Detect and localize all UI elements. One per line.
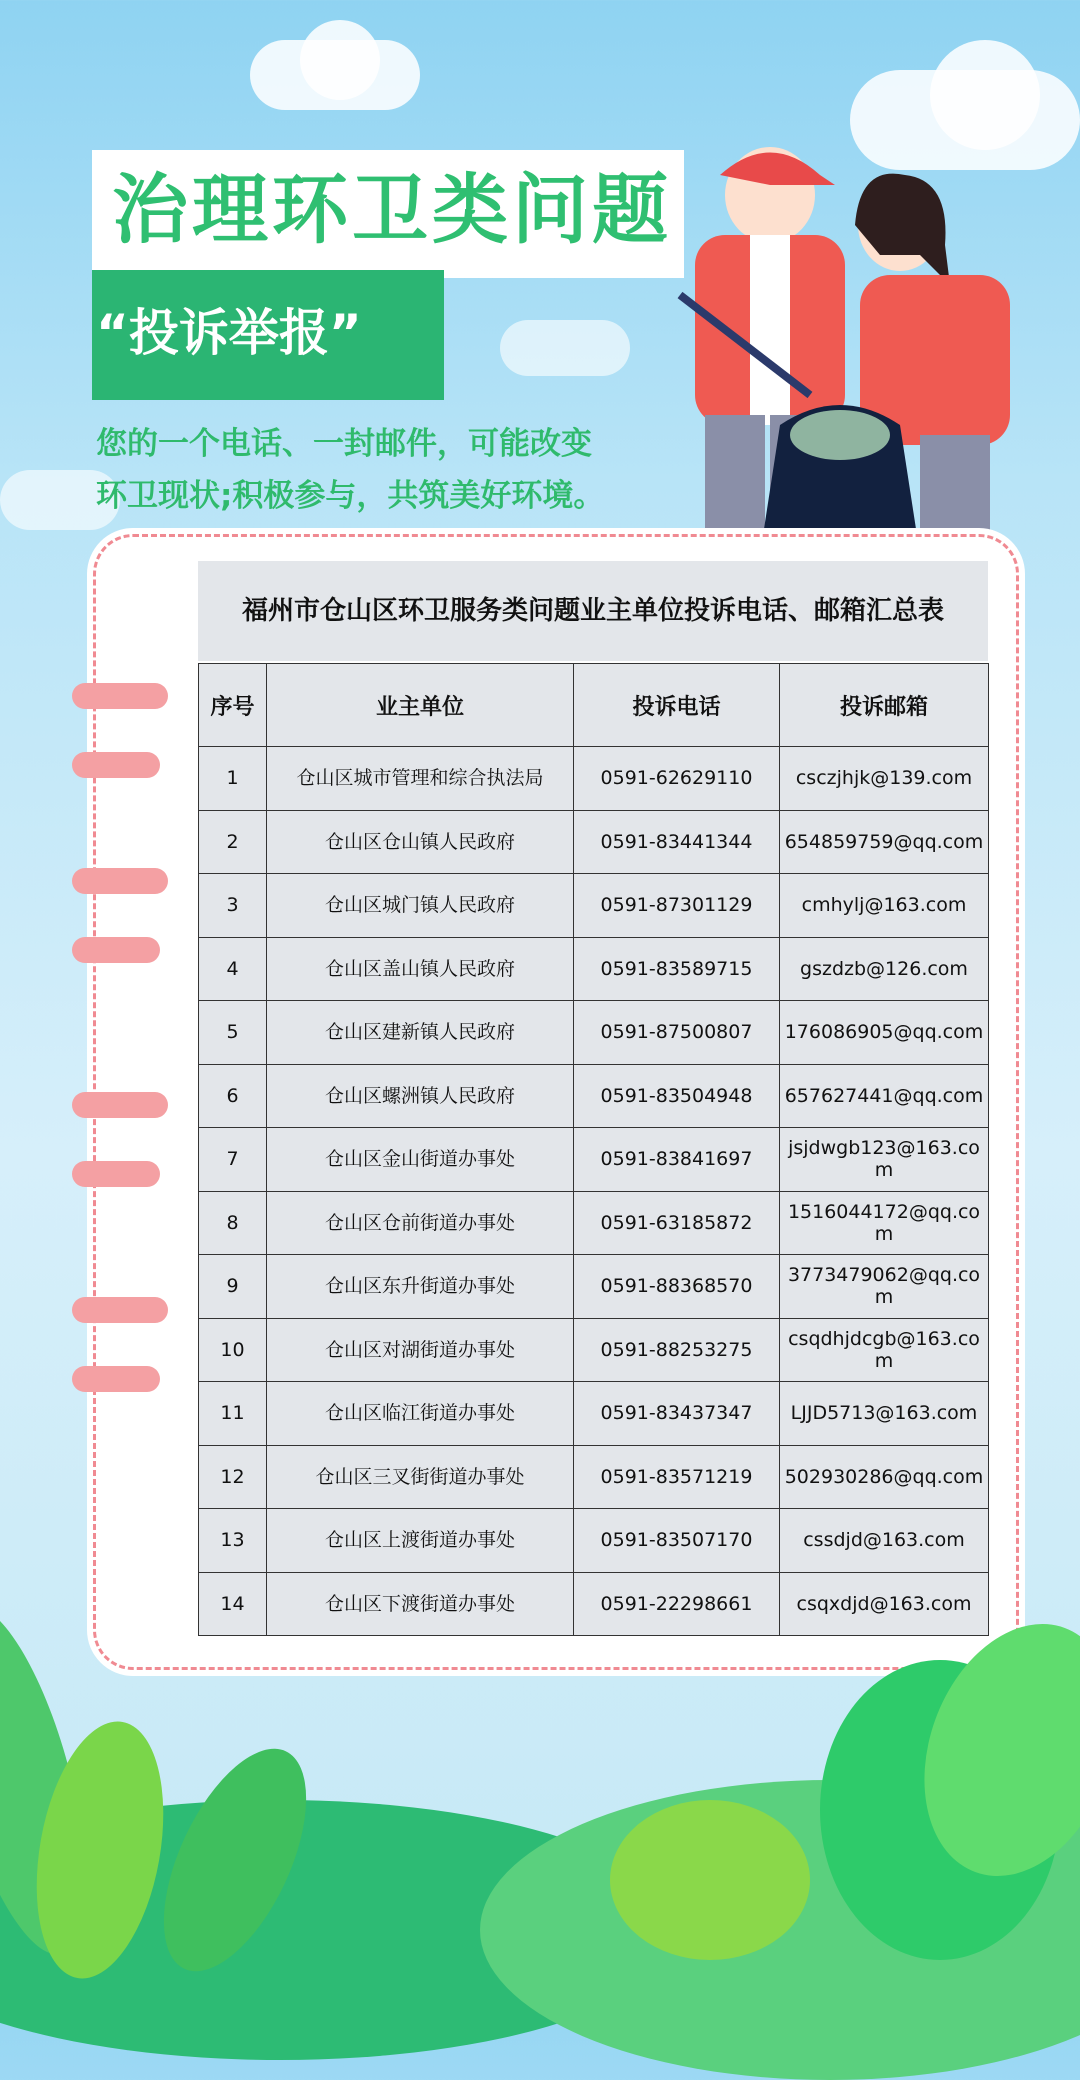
cell-unit: 仓山区仓前街道办事处 <box>267 1191 574 1255</box>
cell-unit: 仓山区盖山镇人民政府 <box>267 937 574 1001</box>
table-row <box>199 1445 989 1509</box>
cell-index: 3 <box>199 874 267 938</box>
cell-email: cssdjd@163.com <box>780 1509 989 1573</box>
slogan-line-2: 环卫现状;积极参与，共筑美好环境。 <box>96 478 605 514</box>
header-index: 序号 <box>199 664 267 747</box>
cell-index: 13 <box>199 1509 267 1573</box>
cell-index: 5 <box>199 1001 267 1065</box>
cell-phone: 0591-88368570 <box>574 1255 780 1319</box>
binder-tab <box>72 752 160 778</box>
table-row <box>199 747 989 811</box>
cell-phone: 0591-83504948 <box>574 1064 780 1128</box>
cell-unit: 仓山区临江街道办事处 <box>267 1382 574 1446</box>
cell-email: cmhylj@163.com <box>780 874 989 938</box>
cell-unit: 仓山区建新镇人民政府 <box>267 1001 574 1065</box>
binder-tab <box>72 1366 160 1392</box>
cell-phone: 0591-87500807 <box>574 1001 780 1065</box>
cell-phone: 0591-83571219 <box>574 1445 780 1509</box>
cell-email: 1516044172@qq.com <box>780 1191 989 1255</box>
slogan-line-1: 您的一个电话、一封邮件，可能改变 <box>96 426 592 462</box>
table-row <box>199 1255 989 1319</box>
table-row <box>199 1001 989 1065</box>
leaf-decoration <box>610 1800 810 1960</box>
table-title: 福州市仓山区环卫服务类问题业主单位投诉电话、邮箱汇总表 <box>198 561 988 663</box>
cell-phone: 0591-62629110 <box>574 747 780 811</box>
cell-email: csqdhjdcgb@163.com <box>780 1318 989 1382</box>
volunteers-illustration <box>620 135 1040 555</box>
cell-unit: 仓山区下渡街道办事处 <box>267 1572 574 1636</box>
binder-tab <box>72 1092 168 1118</box>
cell-index: 1 <box>199 747 267 811</box>
table-row <box>199 1191 989 1255</box>
table-row <box>199 1128 989 1192</box>
cell-email: csczjhjk@139.com <box>780 747 989 811</box>
header-email: 投诉邮箱 <box>780 664 989 747</box>
table-row <box>199 1382 989 1446</box>
cell-email: gszdzb@126.com <box>780 937 989 1001</box>
cell-index: 7 <box>199 1128 267 1192</box>
table-row <box>199 1509 989 1573</box>
cell-phone: 0591-83437347 <box>574 1382 780 1446</box>
cell-phone: 0591-63185872 <box>574 1191 780 1255</box>
binder-tab <box>72 868 168 894</box>
cell-unit: 仓山区对湖街道办事处 <box>267 1318 574 1382</box>
binder-tab <box>72 937 160 963</box>
cell-unit: 仓山区上渡街道办事处 <box>267 1509 574 1573</box>
cell-unit: 仓山区金山街道办事处 <box>267 1128 574 1192</box>
cell-index: 2 <box>199 810 267 874</box>
cloud-decoration <box>300 20 380 100</box>
cell-unit: 仓山区城市管理和综合执法局 <box>267 747 574 811</box>
table-row <box>199 874 989 938</box>
complaint-table <box>198 663 989 1636</box>
cell-unit: 仓山区仓山镇人民政府 <box>267 810 574 874</box>
cell-email: 176086905@qq.com <box>780 1001 989 1065</box>
cell-unit: 仓山区东升街道办事处 <box>267 1255 574 1319</box>
cell-index: 9 <box>199 1255 267 1319</box>
cell-email: 654859759@qq.com <box>780 810 989 874</box>
table-row <box>199 1572 989 1636</box>
table-header-row <box>199 664 989 747</box>
cell-phone: 0591-83507170 <box>574 1509 780 1573</box>
cell-phone: 0591-83841697 <box>574 1128 780 1192</box>
table-row <box>199 1318 989 1382</box>
cell-unit: 仓山区三叉街街道办事处 <box>267 1445 574 1509</box>
cell-email: jsjdwgb123@163.com <box>780 1128 989 1192</box>
cell-index: 12 <box>199 1445 267 1509</box>
complaint-table-section <box>198 561 988 1636</box>
table-row <box>199 937 989 1001</box>
cloud-decoration <box>500 320 630 376</box>
cell-unit: 仓山区螺洲镇人民政府 <box>267 1064 574 1128</box>
cell-index: 4 <box>199 937 267 1001</box>
cell-phone: 0591-83441344 <box>574 810 780 874</box>
cell-index: 11 <box>199 1382 267 1446</box>
cell-index: 14 <box>199 1572 267 1636</box>
slogan <box>96 418 656 522</box>
cloud-decoration <box>930 40 1040 150</box>
binder-tab <box>72 1161 160 1187</box>
cell-email: 3773479062@qq.com <box>780 1255 989 1319</box>
cell-phone: 0591-22298661 <box>574 1572 780 1636</box>
header-phone: 投诉电话 <box>574 664 780 747</box>
cell-phone: 0591-87301129 <box>574 874 780 938</box>
binder-tab <box>72 683 168 709</box>
header-unit: 业主单位 <box>267 664 574 747</box>
table-row <box>199 1064 989 1128</box>
cell-email: 657627441@qq.com <box>780 1064 989 1128</box>
hero-title: 治理环卫类问题 <box>112 165 672 254</box>
hero-subtitle: “投诉举报” <box>96 304 362 362</box>
cell-email: 502930286@qq.com <box>780 1445 989 1509</box>
binder-tab <box>72 1297 168 1323</box>
table-row <box>199 810 989 874</box>
cell-index: 10 <box>199 1318 267 1382</box>
cell-email: csqxdjd@163.com <box>780 1572 989 1636</box>
cell-phone: 0591-83589715 <box>574 937 780 1001</box>
cell-phone: 0591-88253275 <box>574 1318 780 1382</box>
cell-unit: 仓山区城门镇人民政府 <box>267 874 574 938</box>
cell-email: LJJD5713@163.com <box>780 1382 989 1446</box>
cell-index: 8 <box>199 1191 267 1255</box>
cell-index: 6 <box>199 1064 267 1128</box>
